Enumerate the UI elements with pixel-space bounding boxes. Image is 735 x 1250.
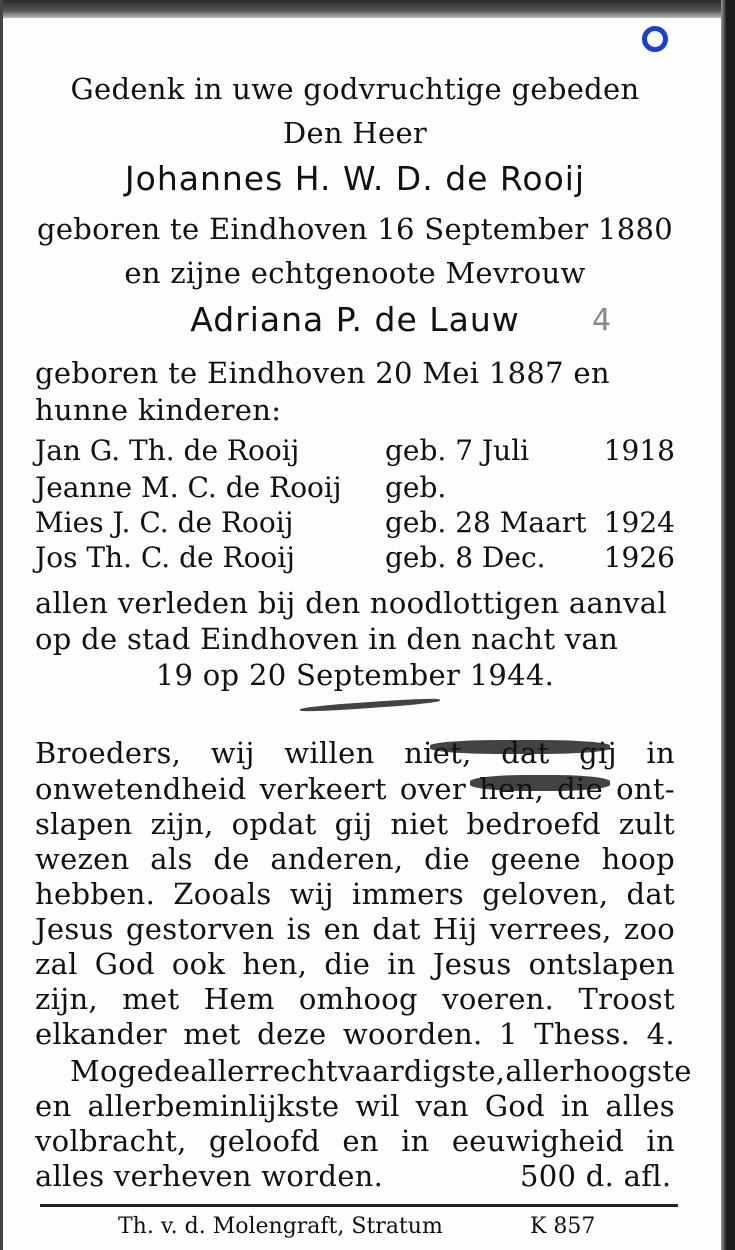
- printer: Th. v. d. Molengraft, Stratum: [118, 1214, 443, 1239]
- child-born: geb. 7 Juli: [385, 434, 530, 467]
- child-name: Jan G. Th. de Rooij: [35, 434, 300, 467]
- husband-name: Johannes H. W. D. de Rooij: [124, 159, 586, 198]
- prayer2-last: alles verheven worden.: [35, 1159, 384, 1193]
- wife-name: Adriana P. de Lauw: [190, 300, 520, 339]
- prayer2-line: volbracht, geloofd en in eeuwigheid in: [35, 1124, 675, 1158]
- death-line3: 19 op 20 September 1944.: [155, 658, 555, 692]
- prayer-line: zal God ook hen, die in Jesus ontslapen: [35, 947, 675, 981]
- child-born: geb. 8 Dec.: [385, 541, 546, 574]
- child-year: 1918: [603, 434, 675, 467]
- prayer-line: onwetendheid verkeert over hen, die ont-: [35, 772, 675, 806]
- child-name: Jos Th. C. de Rooij: [35, 541, 295, 574]
- title-line: Den Heer: [282, 116, 428, 150]
- pencil-mark: 4: [592, 303, 612, 338]
- scan-border-top: [0, 0, 735, 18]
- death-line1: allen verleden bij den noodlottigen aanval: [35, 586, 667, 620]
- prayer-line: hebben. Zooals wij immers geloven, dat: [35, 877, 675, 911]
- prayer-line: Broeders, wij willen niet, dat gij in: [35, 736, 675, 770]
- death-line2: op de stad Eindhoven in den nacht van: [35, 622, 619, 656]
- spouse-intro: en zijne echtgenoote Mevrouw: [124, 256, 586, 290]
- prayer-line: elkander met deze woorden. 1 Thess. 4.: [35, 1017, 675, 1051]
- child-year: 1924: [603, 506, 675, 539]
- scan-border-right: [721, 0, 735, 1250]
- prayer-line: wezen als de anderen, die geene hoop: [35, 842, 675, 876]
- prayer-line: zijn, met Hem omhoog voeren. Troost: [35, 982, 675, 1016]
- circle-mark-icon: [642, 26, 668, 52]
- prayer2-line: en allerbeminlijkste wil van God in alles: [35, 1089, 675, 1123]
- print-code: K 857: [530, 1214, 596, 1239]
- prayer-line: slapen zijn, opdat gij niet bedroefd zult: [35, 807, 675, 841]
- prayer2-line: Moge de allerrechtvaardigste, allerhoogste: [70, 1054, 692, 1088]
- prayer-line: Jesus gestorven is en dat Hij verrees, zoo: [35, 912, 675, 946]
- scan-scratch: [300, 697, 440, 713]
- child-name: Mies J. C. de Rooij: [35, 506, 294, 539]
- indulgence: 500 d. afl.: [520, 1159, 672, 1193]
- wife-birth-line1: geboren te Eindhoven 20 Mei 1887 en: [35, 356, 610, 390]
- child-name: Jeanne M. C. de Rooij: [35, 471, 342, 504]
- child-born: geb. 28 Maart: [385, 506, 587, 539]
- wife-birth-line2: hunne kinderen:: [35, 393, 282, 427]
- divider: [40, 1204, 678, 1207]
- husband-birth: geboren te Eindhoven 16 September 1880: [36, 212, 673, 246]
- child-born: geb.: [385, 471, 447, 504]
- child-year: 1926: [603, 541, 675, 574]
- intro-line: Gedenk in uwe godvruchtige gebeden: [70, 72, 640, 106]
